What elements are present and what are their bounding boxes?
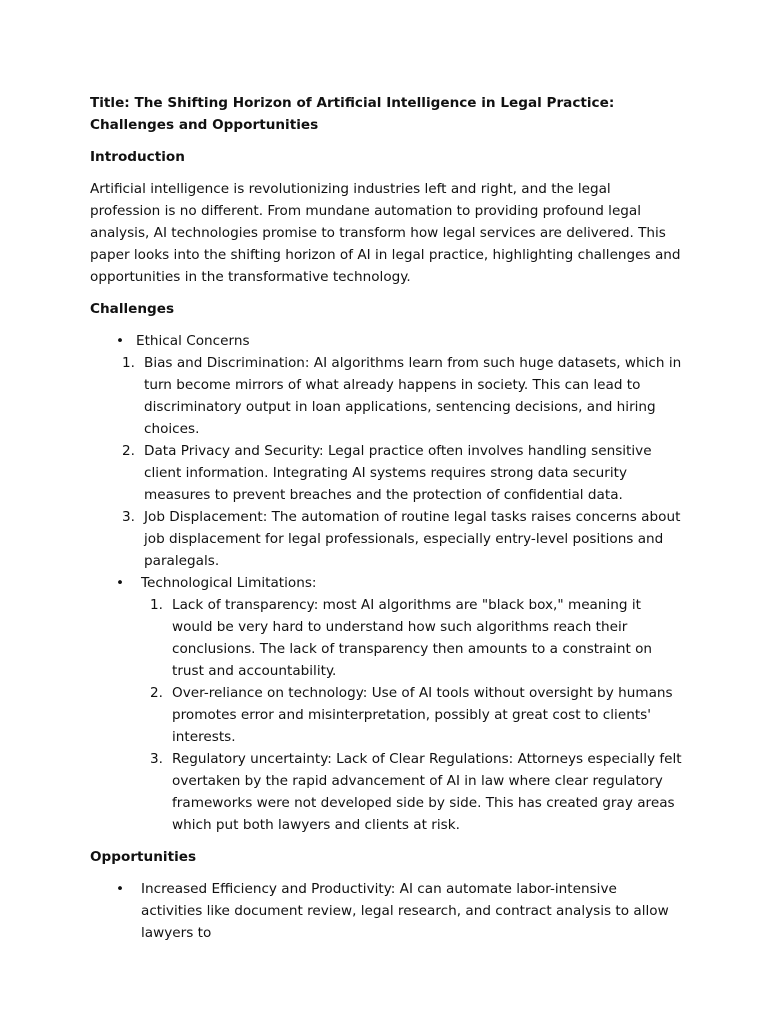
ethical-concerns-label: Ethical Concerns xyxy=(136,333,250,349)
list-item-text: Bias and Discrimination: AI algorithms learn from such huge datasets, which in turn become mirrors of what already happens in society. This can lead to discriminatory output in loan applications, sentencing decisions, and hiring choices. xyxy=(144,355,682,437)
document-page xyxy=(90,92,682,944)
list-item-text: Regulatory uncertainty: Lack of Clear Regulations: Attorneys especially felt overtaken by the rapid advancement of AI in law where clear regulatory frameworks were not developed side by side. This has created gray areas which put both lawyers and clients at risk. xyxy=(172,751,682,833)
list-item xyxy=(90,352,682,440)
list-item xyxy=(90,682,682,748)
challenges-heading: Challenges xyxy=(90,301,175,317)
list-item-text: Job Displacement: The automation of routine legal tasks raises concerns about job displacement for legal professionals, especially entry-level positions and paralegals. xyxy=(144,509,681,569)
technological-limitations-label: Technological Limitations: xyxy=(141,575,317,591)
ethical-concerns-list xyxy=(90,352,682,572)
document-title: Title: The Shifting Horizon of Artificial Intelligence in Legal Practice: Challenges and Opportunities xyxy=(90,95,615,133)
list-number: 1. xyxy=(150,597,163,613)
list-number: 2. xyxy=(150,685,163,701)
list-item-text: Increased Efficiency and Productivity: AI can automate labor-intensive activities like document review, legal research, and contract analysis to allow lawyers to xyxy=(141,881,669,941)
list-item-text: Data Privacy and Security: Legal practice often involves handling sensitive client information. Integrating AI systems requires strong data security measures to prevent breaches and the protection of confidential data. xyxy=(144,443,652,503)
opportunities-list xyxy=(90,878,682,944)
list-number: 3. xyxy=(150,751,163,767)
list-item-technological-limitations xyxy=(90,572,682,594)
technological-list xyxy=(90,572,682,594)
list-number: 1. xyxy=(122,355,135,371)
introduction-heading: Introduction xyxy=(90,149,185,165)
list-number: 3. xyxy=(122,509,135,525)
list-number: 2. xyxy=(122,443,135,459)
list-item-increased-efficiency xyxy=(90,878,682,944)
list-item xyxy=(90,506,682,572)
technological-limitations-list xyxy=(90,594,682,836)
list-item xyxy=(90,440,682,506)
list-item-text: Over-reliance on technology: Use of AI tools without oversight by humans promotes error and misinterpretation, possibly at great cost to clients' interests. xyxy=(172,685,673,745)
list-item-text: Lack of transparency: most AI algorithms are "black box," meaning it would be very hard to understand how such algorithms reach their conclusions. The lack of transparency then amounts to a constraint on trust and accountability. xyxy=(172,597,653,679)
introduction-paragraph: Artificial intelligence is revolutionizing industries left and right, and the legal profession is no different. From mundane automation to providing profound legal analysis, AI technologies promise to transform how legal services are delivered. This paper looks into the shifting horizon of AI in legal practice, highlighting challenges and opportunities in the transformative technology. xyxy=(90,181,681,285)
opportunities-heading: Opportunities xyxy=(90,849,197,865)
list-item-ethical-concerns xyxy=(90,330,682,352)
challenges-list xyxy=(90,330,682,352)
list-item xyxy=(90,748,682,836)
list-item xyxy=(90,594,682,682)
